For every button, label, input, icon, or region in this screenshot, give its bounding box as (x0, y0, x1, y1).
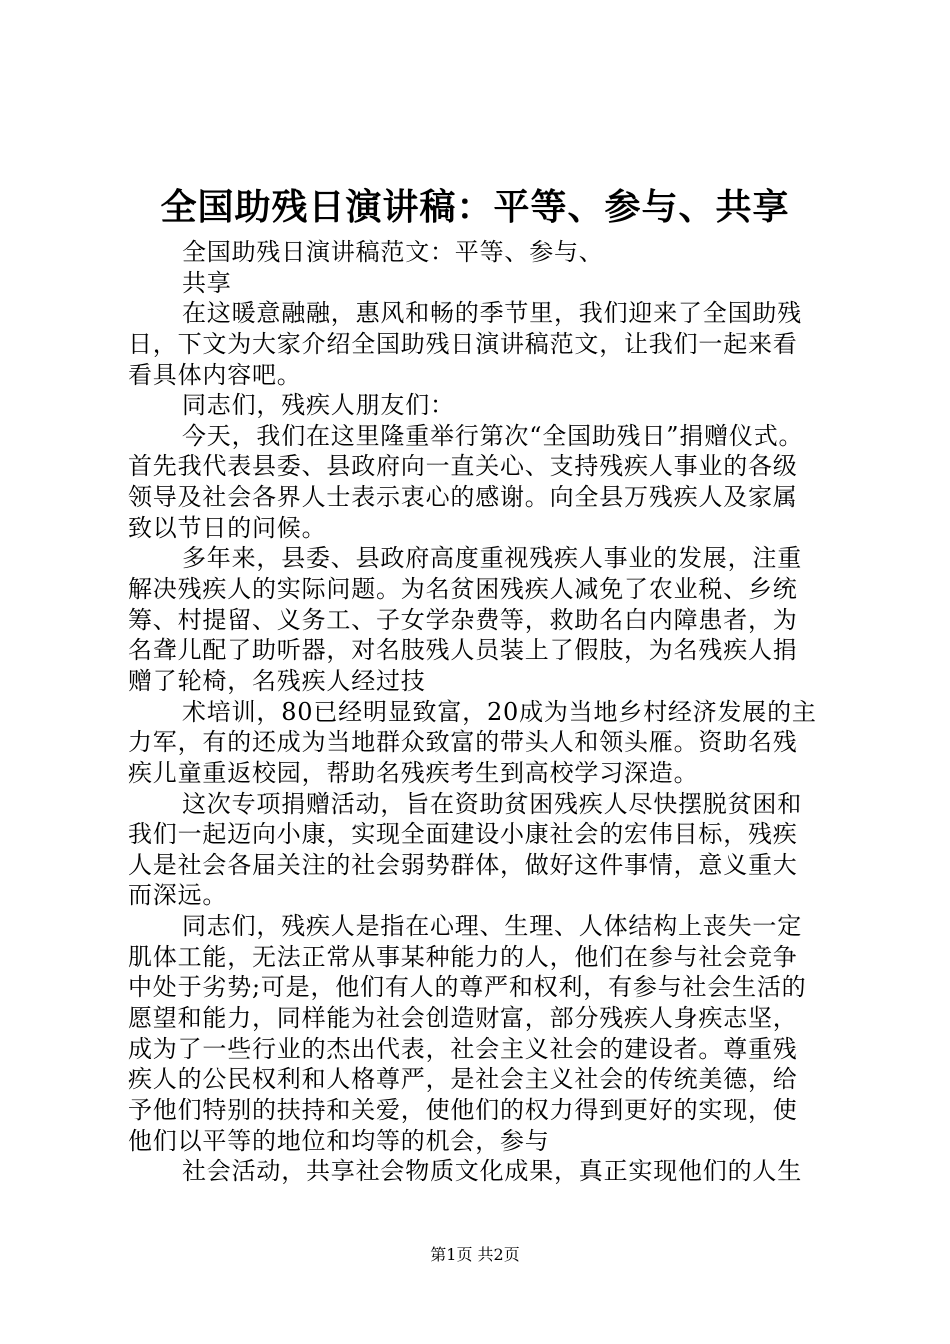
text-line: 疾儿童重返校园，帮助名残疾考生到高校学习深造。 (128, 758, 699, 787)
text-line: 筹、村提留、义务工、子女学杂费等，救助名白内障患者，为 (128, 605, 798, 634)
text-line: 首先我代表县委、县政府向一直关心、支持残疾人事业的各级 (128, 452, 798, 481)
text-line: 社会活动，共享社会物质文化成果，真正实现他们的人生 (182, 1157, 802, 1186)
text-line: 成为了一些行业的杰出代表，社会主义社会的建设者。尊重残 (128, 1034, 798, 1063)
text-line: 日，下文为大家介绍全国助残日演讲稿范文，让我们一起来看 (128, 329, 798, 358)
text-line: 人是社会各届关注的社会弱势群体，做好这件事情，意义重大 (128, 850, 798, 879)
text-line: 力军，有的还成为当地群众致富的带头人和领头雁。资助名残 (128, 728, 798, 757)
text-line: 在这暖意融融，惠风和畅的季节里，我们迎来了全国助残 (182, 299, 802, 328)
text-line: 他们以平等的地位和均等的机会，参与 (128, 1126, 550, 1155)
text-line: 予他们特别的扶持和关爱，使他们的权力得到更好的实现，使 (128, 1095, 798, 1124)
text-line: 中处于劣势;可是，他们有人的尊严和权利，有参与社会生活的 (128, 973, 807, 1002)
text-line: 看具体内容吧。 (128, 360, 302, 389)
text-line: 今天，我们在这里隆重举行第次“全国助残日”捐赠仪式。 (182, 421, 804, 450)
text-line: 我们一起迈向小康，实现全面建设小康社会的宏伟目标，残疾 (128, 820, 798, 849)
text-line: 肌体工能，无法正常从事某种能力的人，他们在参与社会竞争 (128, 942, 798, 971)
text-line: 共享 (182, 268, 232, 297)
text-line: 领导及社会各界人士表示衷心的感谢。向全县万残疾人及家属 (128, 483, 798, 512)
text-line: 疾人的公民权利和人格尊严，是社会主义社会的传统美德，给 (128, 1065, 798, 1094)
text-line: 多年来，县委、县政府高度重视残疾人事业的发展，注重 (182, 544, 802, 573)
text-line: 名聋儿配了助听器，对名肢残人员装上了假肢，为名残疾人捐 (128, 636, 798, 665)
text-line: 解决残疾人的实际问题。为名贫困残疾人减免了农业税、乡统 (128, 575, 798, 604)
text-line: 这次专项捐赠活动，旨在资助贫困残疾人尽快摆脱贫困和 (182, 789, 802, 818)
document-body (128, 237, 838, 1187)
page-number-footer: 第1页 共2页 (430, 1245, 520, 1264)
page-title: 全国助残日演讲稿：平等、参与、共享 (160, 187, 790, 228)
text-line: 而深远。 (128, 881, 228, 910)
text-line: 全国助残日演讲稿范文：平等、参与、 (182, 238, 604, 266)
text-line: 同志们，残疾人朋友们： (182, 391, 455, 420)
text-line: 同志们，残疾人是指在心理、生理、人体结构上丧失一定 (182, 912, 802, 941)
text-line: 致以节日的问候。 (128, 513, 327, 542)
text-line: 愿望和能力，同样能为社会创造财富，部分残疾人身疾志坚， (128, 1004, 798, 1033)
text-line: 赠了轮椅，名残疾人经过技 (128, 666, 426, 695)
text-line: 术培训，80已经明显致富，20成为当地乡村经济发展的主 (182, 697, 817, 726)
